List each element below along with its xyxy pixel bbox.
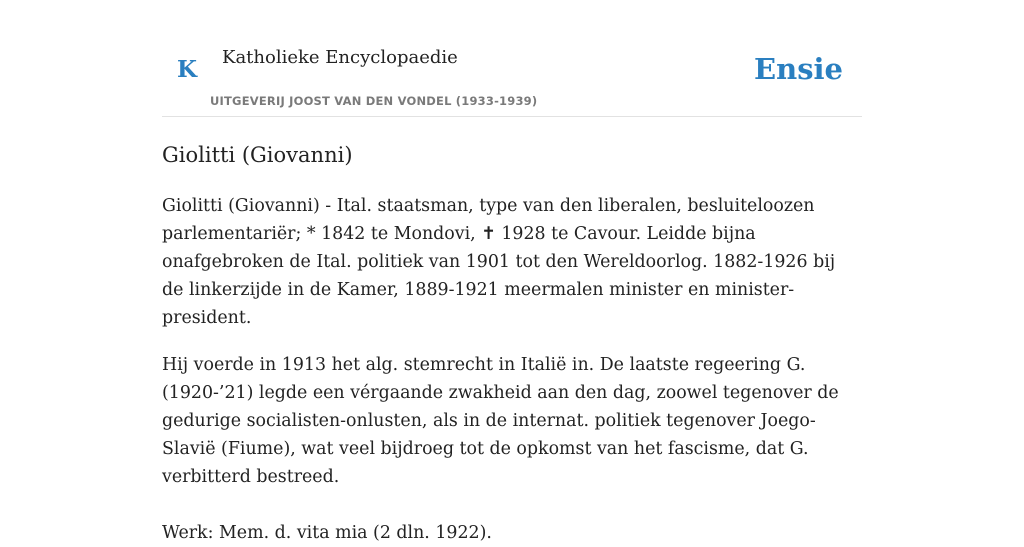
article-title: Giolitti (Giovanni) — [162, 143, 353, 167]
article-paragraph: Giolitti (Giovanni) - Ital. staatsman, type van den liberalen, besluiteloozen parlementariër; * 1842 te Mondovi, ✝ 1928 te Cavour. Leidde bijna onafgebroken de Ital. politiek van 1901 tot den Wereldoorlog. 1882-1926 bij de linkerzijde in de Kamer, 1889-1921 meermalen minister en minister-president. — [162, 196, 836, 328]
site-title[interactable]: Katholieke Encyclopaedie — [222, 47, 458, 68]
article-works: Werk: Mem. d. vita mia (2 dln. 1922). — [162, 523, 492, 543]
article-paragraph: Hij voerde in 1913 het alg. stemrecht in Italië in. De laatste regeering G. (1920-’21) legde een vérgaande zwakheid aan den dag, zoowel tegenover de gedurige socialisten-onlusten, als in de internat. politiek tegenover Joego-Slavië (Fiume), wat veel bijdroeg tot de opkomst van het fascisme, dat G. verbitterd bestreed. — [162, 355, 839, 487]
publisher-subtitle: UITGEVERIJ JOOST VAN DEN VONDEL (1933-1939) — [210, 94, 538, 108]
encyclopedia-logo-icon[interactable]: K — [177, 56, 197, 83]
site-header — [162, 0, 862, 117]
article-content — [162, 140, 862, 547]
ensie-brand-link[interactable]: Ensie — [754, 52, 843, 86]
